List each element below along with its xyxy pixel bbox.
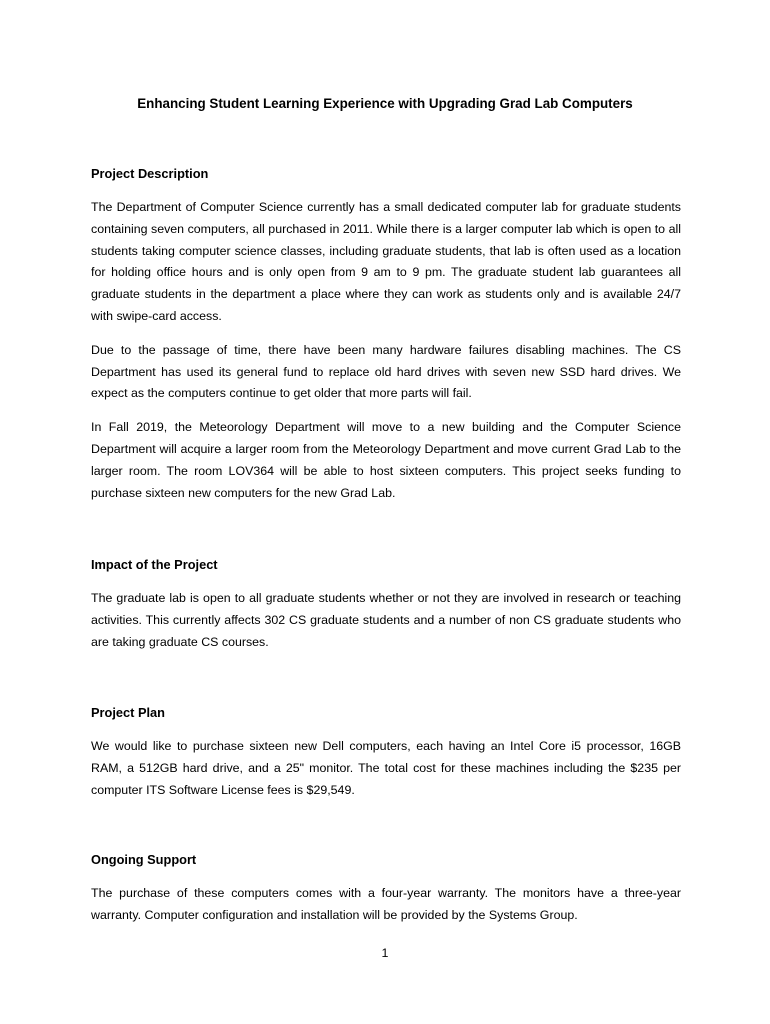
section-heading: Ongoing Support bbox=[91, 852, 197, 867]
page-number: 1 bbox=[381, 946, 389, 960]
document-title: Enhancing Student Learning Experience with Upgrading Grad Lab Computers bbox=[137, 96, 633, 111]
paragraph: We would like to purchase sixteen new Dell computers, each having an Intel Core i5 processor, 16GB RAM, a 512GB hard drive, and a 25" monitor. The total cost for these machines including the $235 per computer ITS Software License fees is $29,549. bbox=[91, 739, 681, 797]
paragraph: The purchase of these computers comes with a four-year warranty. The monitors have a three-year warranty. Computer configuration and installation will be provided by the Systems Group. bbox=[91, 886, 681, 922]
paragraph: The Department of Computer Science currently has a small dedicated computer lab for graduate students containing seven computers, all purchased in 2011. While there is a larger computer lab which is open to all students taking computer science classes, including graduate students, that lab is often used as a location for holding office hours and is only open from 9 am to 9 pm. The graduate student lab guarantees all graduate students in the department a place where they can work as students only and is available 24/7 with swipe-card access. bbox=[91, 200, 681, 323]
section-heading: Impact of the Project bbox=[91, 557, 218, 572]
paragraph: In Fall 2019, the Meteorology Department will move to a new building and the Computer Science Department will acquire a larger room from the Meteorology Department and move current Grad Lab to the larger room. The room LOV364 will be able to host sixteen computers. This project seeks funding to purchase sixteen new computers for the new Grad Lab. bbox=[91, 420, 681, 500]
section-project-description bbox=[91, 165, 681, 504]
section-project-plan bbox=[91, 704, 681, 801]
section-impact-of-the-project bbox=[91, 556, 681, 653]
section-heading: Project Plan bbox=[91, 705, 165, 720]
paragraph: Due to the passage of time, there have been many hardware failures disabling machines. The CS Department has used its general fund to replace old hard drives with seven new SSD hard drives. We expect as the computers continue to get older that more parts will fail. bbox=[91, 342, 681, 401]
section-heading: Project Description bbox=[91, 166, 209, 181]
section-ongoing-support bbox=[91, 851, 681, 927]
paragraph: The graduate lab is open to all graduate students whether or not they are involved in research or teaching activities. This currently affects 302 CS graduate students and a number of non CS graduate students who are taking graduate CS courses. bbox=[91, 591, 681, 649]
